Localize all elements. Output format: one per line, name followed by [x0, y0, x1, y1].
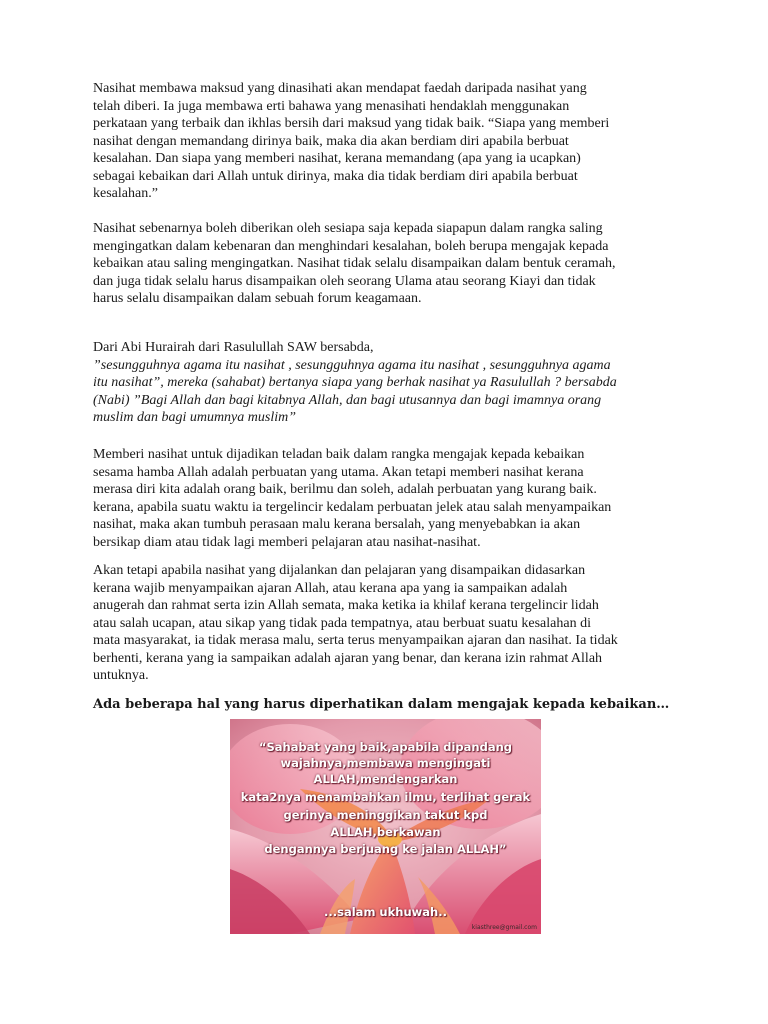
text-line: berhenti, kerana yang ia sampaikan adalah ajaran yang benar, dan kerana izin rahmat Allah	[93, 650, 603, 666]
text-line: kesalahan.”	[93, 186, 158, 201]
text-line: telah diberi. Ia juga membawa erti bahawa yang menasihati hendaklah menggunakan	[93, 98, 570, 114]
text-line: nasihat dengan memandang dirinya baik, maka dia akan berdiam diri apabila berbuat	[93, 133, 569, 149]
hadith-block	[93, 339, 683, 427]
text-line: kerana, apabila suatu waktu ia tergelincir kedalam perbuatan jelek atau salah menyampaikan	[93, 499, 612, 515]
paragraph-2	[93, 220, 683, 308]
text-line: mata masyarakat, ia tidak merasa malu, serta terus menyampaikan ajaran dan nasihat. Ia tidak	[93, 633, 618, 648]
text-line: sesama hamba Allah adalah perbuatan yang utama. Akan tetapi memberi nasihat kerana	[93, 464, 584, 480]
text-line: untuknya.	[93, 668, 149, 683]
quote-line: dengannya berjuang ke jalan ALLAH”	[264, 842, 507, 856]
section-heading: Ada beberapa hal yang harus diperhatikan dalam mengajak kepada kebaikan…	[93, 697, 670, 712]
text-line: Nasihat membawa maksud yang dinasihati akan mendapat faedah daripada nasihat yang	[93, 81, 587, 96]
image-email: kiasthree@gmail.com	[471, 924, 537, 931]
text-line: nasihat, maka akan tumbuh perasaan malu kerana bersalah, yang menyebabkan ia akan	[93, 517, 581, 532]
text-line: harus selalu disampaikan dalam sebuah forum keagamaan.	[93, 291, 422, 306]
hadith-line: muslim dan bagi umumnya muslim”	[93, 410, 297, 425]
hadith-line: itu nasihat”, mereka (sahabat) bertanya siapa yang berhak nasihat ya Rasulullah ? bersabda	[93, 375, 617, 390]
text-line: kerana wajib menyampaikan ajaran Allah, atau kerana apa yang ia sampaikan adalah	[93, 580, 568, 596]
quote-line: kata2nya menambahkan ilmu, terlihat gerak	[240, 790, 531, 804]
text-line: Akan tetapi apabila nasihat yang dijalankan dan pelajaran yang disampaikan didasarkan	[93, 563, 586, 578]
text-line: Memberi nasihat untuk dijadikan teladan baik dalam rangka mengajak kepada kebaikan	[93, 447, 585, 462]
paragraph-1	[93, 80, 683, 203]
text-line: atau salah ucapan, atau sikap yang tidak pada tempatnya, atau berbuat suatu kesalahan di	[93, 615, 591, 631]
quote-line: “Sahabat yang baik,apabila dipandang	[258, 740, 513, 754]
text-line: Nasihat sebenarnya boleh diberikan oleh sesiapa saja kepada siapapun dalam rangka saling	[93, 221, 603, 236]
text-line: dan juga tidak selalu harus disampaikan oleh seorang Ulama atau seorang Kiayi dan tidak	[93, 273, 596, 289]
quote-line: ALLAH,mendengarkan	[313, 772, 458, 786]
hadith-line: (Nabi) ”Bagi Allah dan bagi kitabnya Allah, dan bagi utusannya dan bagi imamnya orang	[93, 392, 602, 408]
text-line: bersikap diam atau tidak lagi memberi pelajaran atau nasihat-nasihat.	[93, 534, 481, 550]
text-line: merasa diri kita adalah orang baik, berilmu dan soleh, adalah perbuatan yang kurang baik.	[93, 482, 597, 497]
quote-line: wajahnya,membawa mengingati	[280, 756, 491, 770]
flower-quote-image	[230, 719, 541, 934]
text-line: kesalahan. Dan siapa yang memberi nasihat, kerana memandang (apa yang ia ucapkan)	[93, 151, 581, 166]
text-line: kebaikan atau saling mengingatkan. Nasihat tidak selalu disampaikan dalam bentuk ceramah,	[93, 256, 616, 271]
text-line: mengingatkan dalam kebenaran dan menghindari kesalahan, boleh berupa mengajak kepada	[93, 238, 609, 254]
hadith-intro: Dari Abi Hurairah dari Rasulullah SAW bersabda,	[93, 340, 374, 355]
text-line: anugerah dan rahmat serta izin Allah semata, maka ketika ia khilaf kerana tergelincir lidah	[93, 598, 599, 613]
text-line: sebagai kebaikan dari Allah untuk dirinya, maka dia tidak berdiam diri apabila berbuat	[93, 168, 578, 184]
hadith-line: ”sesungguhnya agama itu nasihat , sesungguhnya agama itu nasihat , sesungguhnya agama	[93, 357, 611, 373]
paragraph-3	[93, 446, 683, 551]
text-line: perkataan yang terbaik dan ikhlas bersih dari maksud yang tidak baik. “Siapa yang memberi	[93, 116, 610, 131]
quote-line: ALLAH,berkawan	[330, 825, 441, 839]
quote-line: gerinya meninggikan takut kpd	[283, 808, 488, 822]
paragraph-4	[93, 562, 683, 685]
image-signature: ...salam ukhuwah..	[324, 905, 447, 919]
